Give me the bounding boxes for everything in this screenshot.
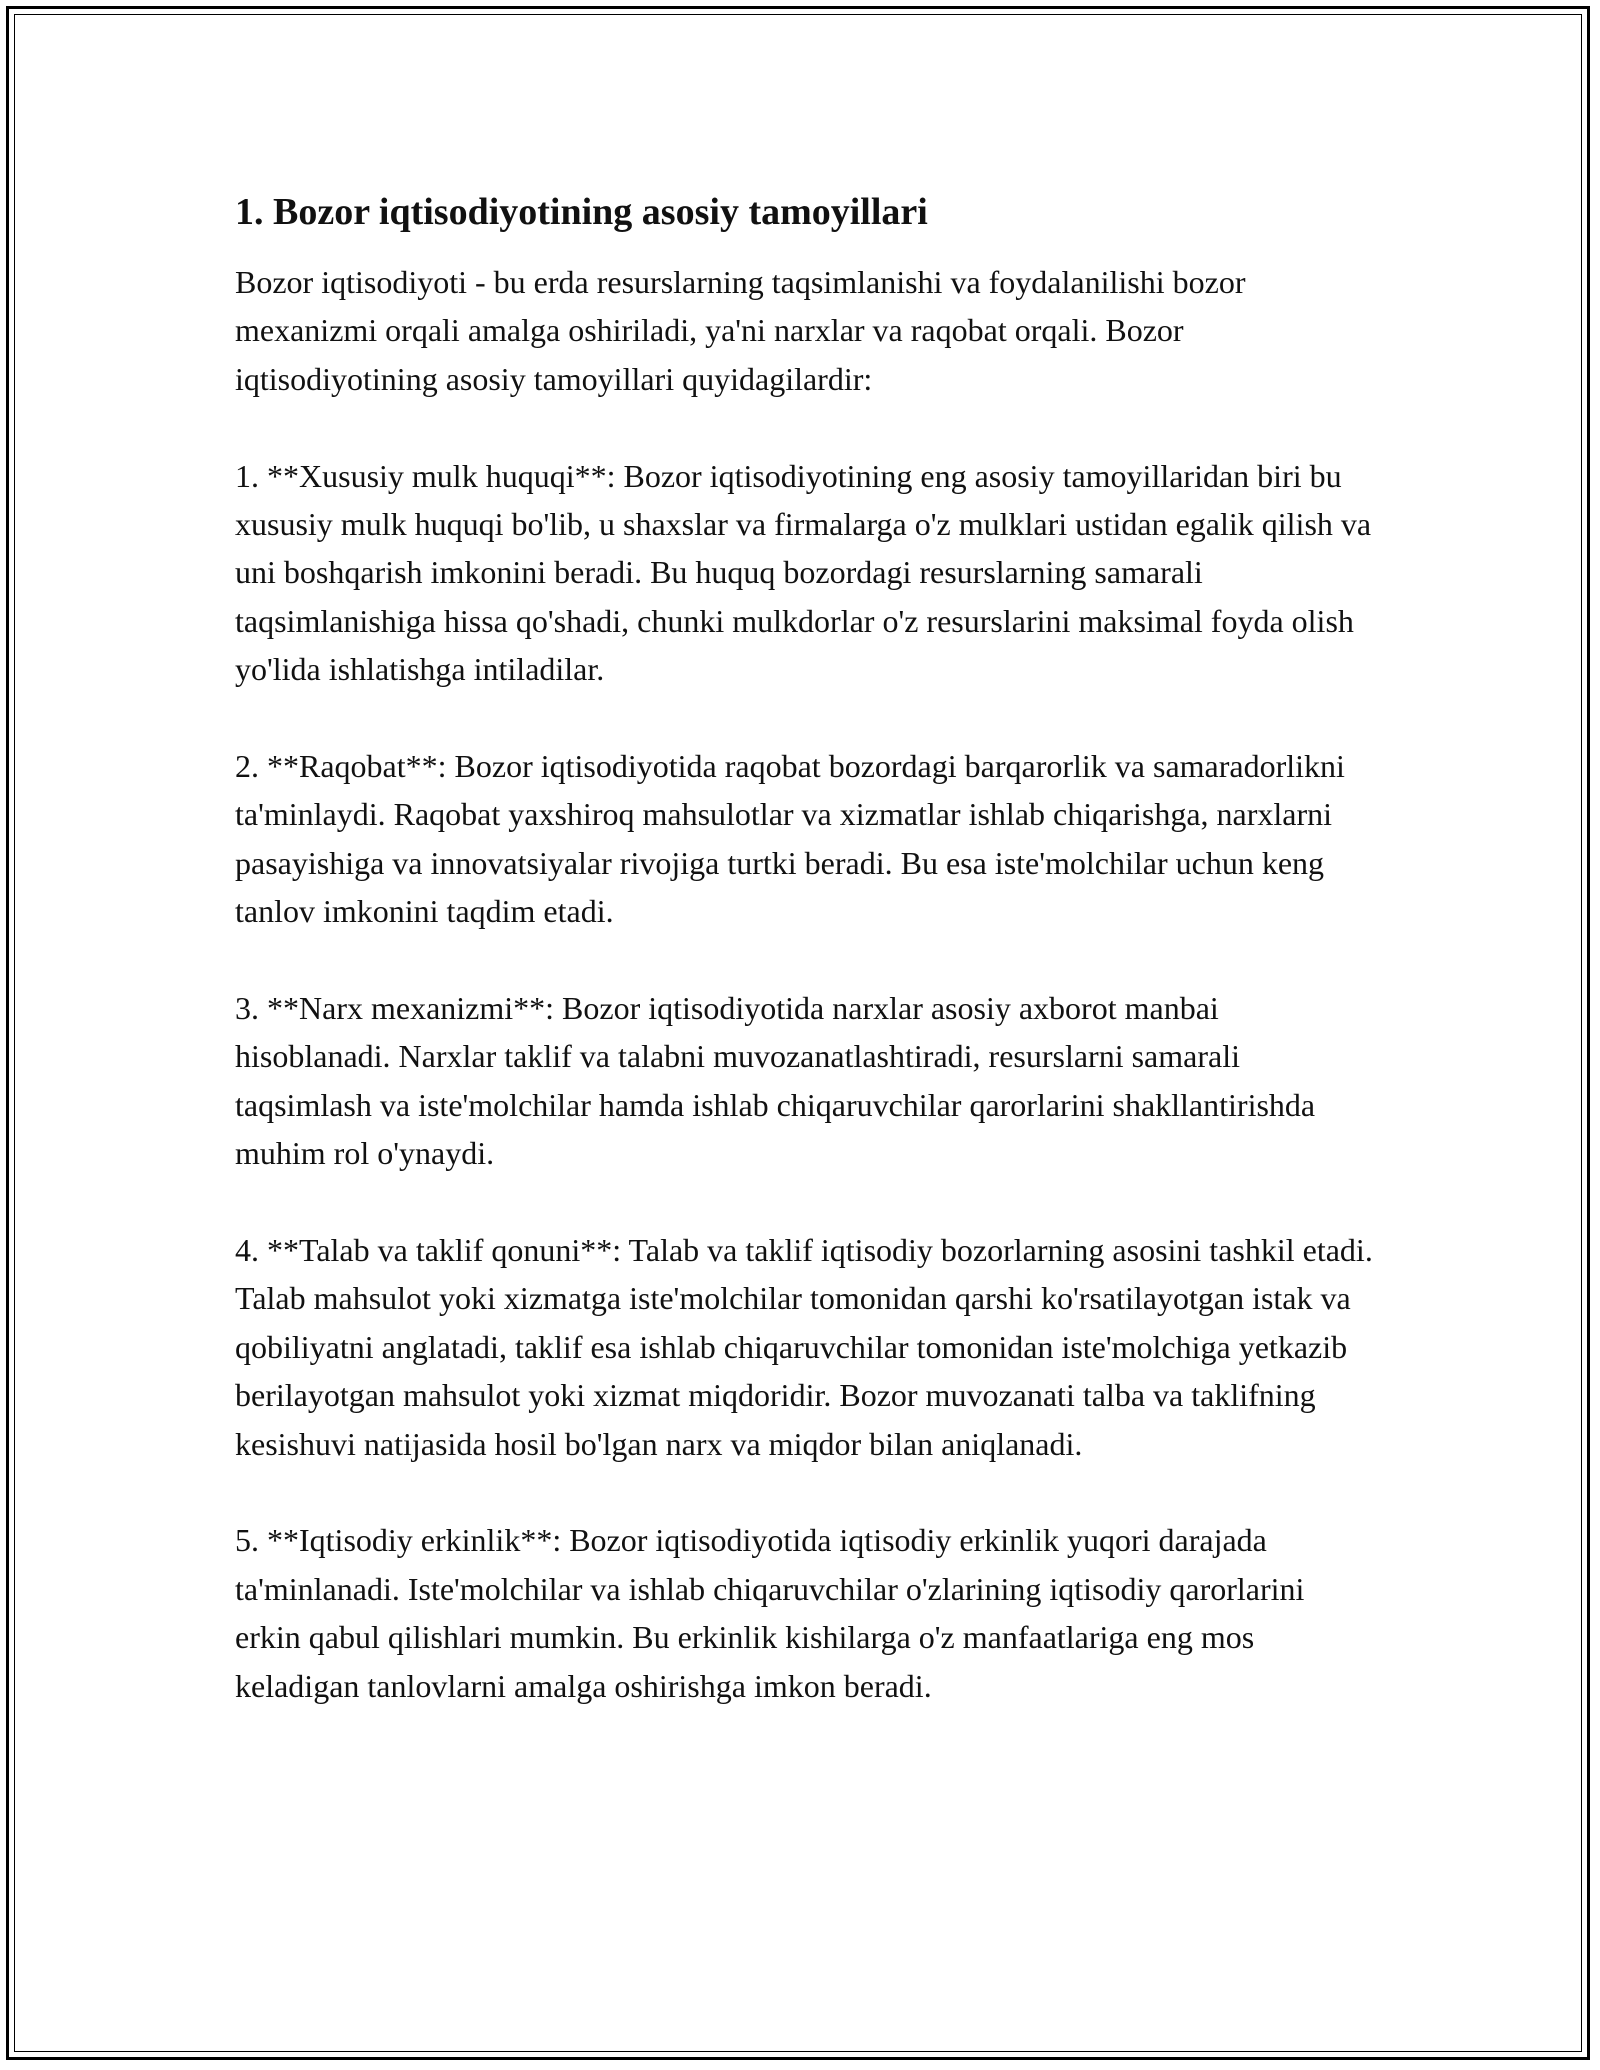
principle-paragraph-4: 4. **Talab va taklif qonuni**: Talab va taklif iqtisodiy bozorlarning asosini tashkil etadi. Talab mahsulot yoki xizmatga iste'molchilar tomonidan qarshi ko'rsatilayotgan istak va qobiliyatni anglatadi, taklif esa ishlab chiqaruvchilar tomonidan iste'molchiga yetkazib berilayotgan mahsulot yoki xizmat miqdoridir. Bozor muvozanati talba va taklifning kesishuvi natijasida hosil bo'lgan narx va miqdor bilan aniqlanadi.: [235, 1232, 1373, 1462]
principle-paragraph-3: 3. **Narx mexanizmi**: Bozor iqtisodiyotida narxlar asosiy axborot manbai hisoblanadi. Narxlar taklif va talabni muvozanatlashtiradi, resurslarni samarali taqsimlash va iste'molchilar hamda ishlab chiqaruvchilar qarorlarini shakllantirishda muhim rol o'ynaydi.: [235, 990, 1316, 1172]
paragraph-gap: [235, 936, 1375, 984]
document-body: [235, 258, 1375, 1710]
paragraph-gap: [235, 1468, 1375, 1516]
document-title: 1. Bozor iqtisodiyotining asosiy tamoyillari: [235, 191, 928, 233]
intro-paragraph: Bozor iqtisodiyoti - bu erda resurslarning taqsimlanishi va foydalanilishi bozor mexanizmi orqali amalga oshiriladi, ya'ni narxlar va raqobat orqali. Bozor iqtisodiyotining asosiy tamoyillari quyidagilardir:: [235, 264, 1246, 397]
paragraph-gap: [235, 694, 1375, 742]
principle-paragraph-5: 5. **Iqtisodiy erkinlik**: Bozor iqtisodiyotida iqtisodiy erkinlik yuqori darajada ta'minlanadi. Iste'molchilar va ishlab chiqaruvchilar o'zlarining iqtisodiy qarorlarini erkin qabul qilishlari mumkin. Bu erkinlik kishilarga o'z manfaatlariga eng mos keladigan tanlovlarni amalga oshirishga imkon beradi.: [235, 1522, 1305, 1704]
principle-paragraph-1: 1. **Xususiy mulk huquqi**: Bozor iqtisodiyotining eng asosiy tamoyillaridan biri bu xususiy mulk huquqi bo'lib, u shaxslar va firmalarga o'z mulklari ustidan egalik qilish va uni boshqarish imkonini beradi. Bu huquq bozordagi resurslarning samarali taqsimlanishiga hissa qo'shadi, chunki mulkdorlar o'z resurslarini maksimal foyda olish yo'lida ishlatishga intiladilar.: [235, 457, 1372, 688]
document-content: [235, 186, 1375, 1710]
paragraph-gap: [235, 403, 1375, 451]
principle-paragraph-2: 2. **Raqobat**: Bozor iqtisodiyotida raqobat bozordagi barqarorlik va samaradorlikni ta'minlaydi. Raqobat yaxshiroq mahsulotlar va xizmatlar ishlab chiqarishga, narxlarni pasayishiga va innovatsiyalar rivojiga turtki beradi. Bu esa iste'molchilar uchun keng tanlov imkonini taqdim etadi.: [235, 748, 1345, 930]
paragraph-gap: [235, 1178, 1375, 1226]
